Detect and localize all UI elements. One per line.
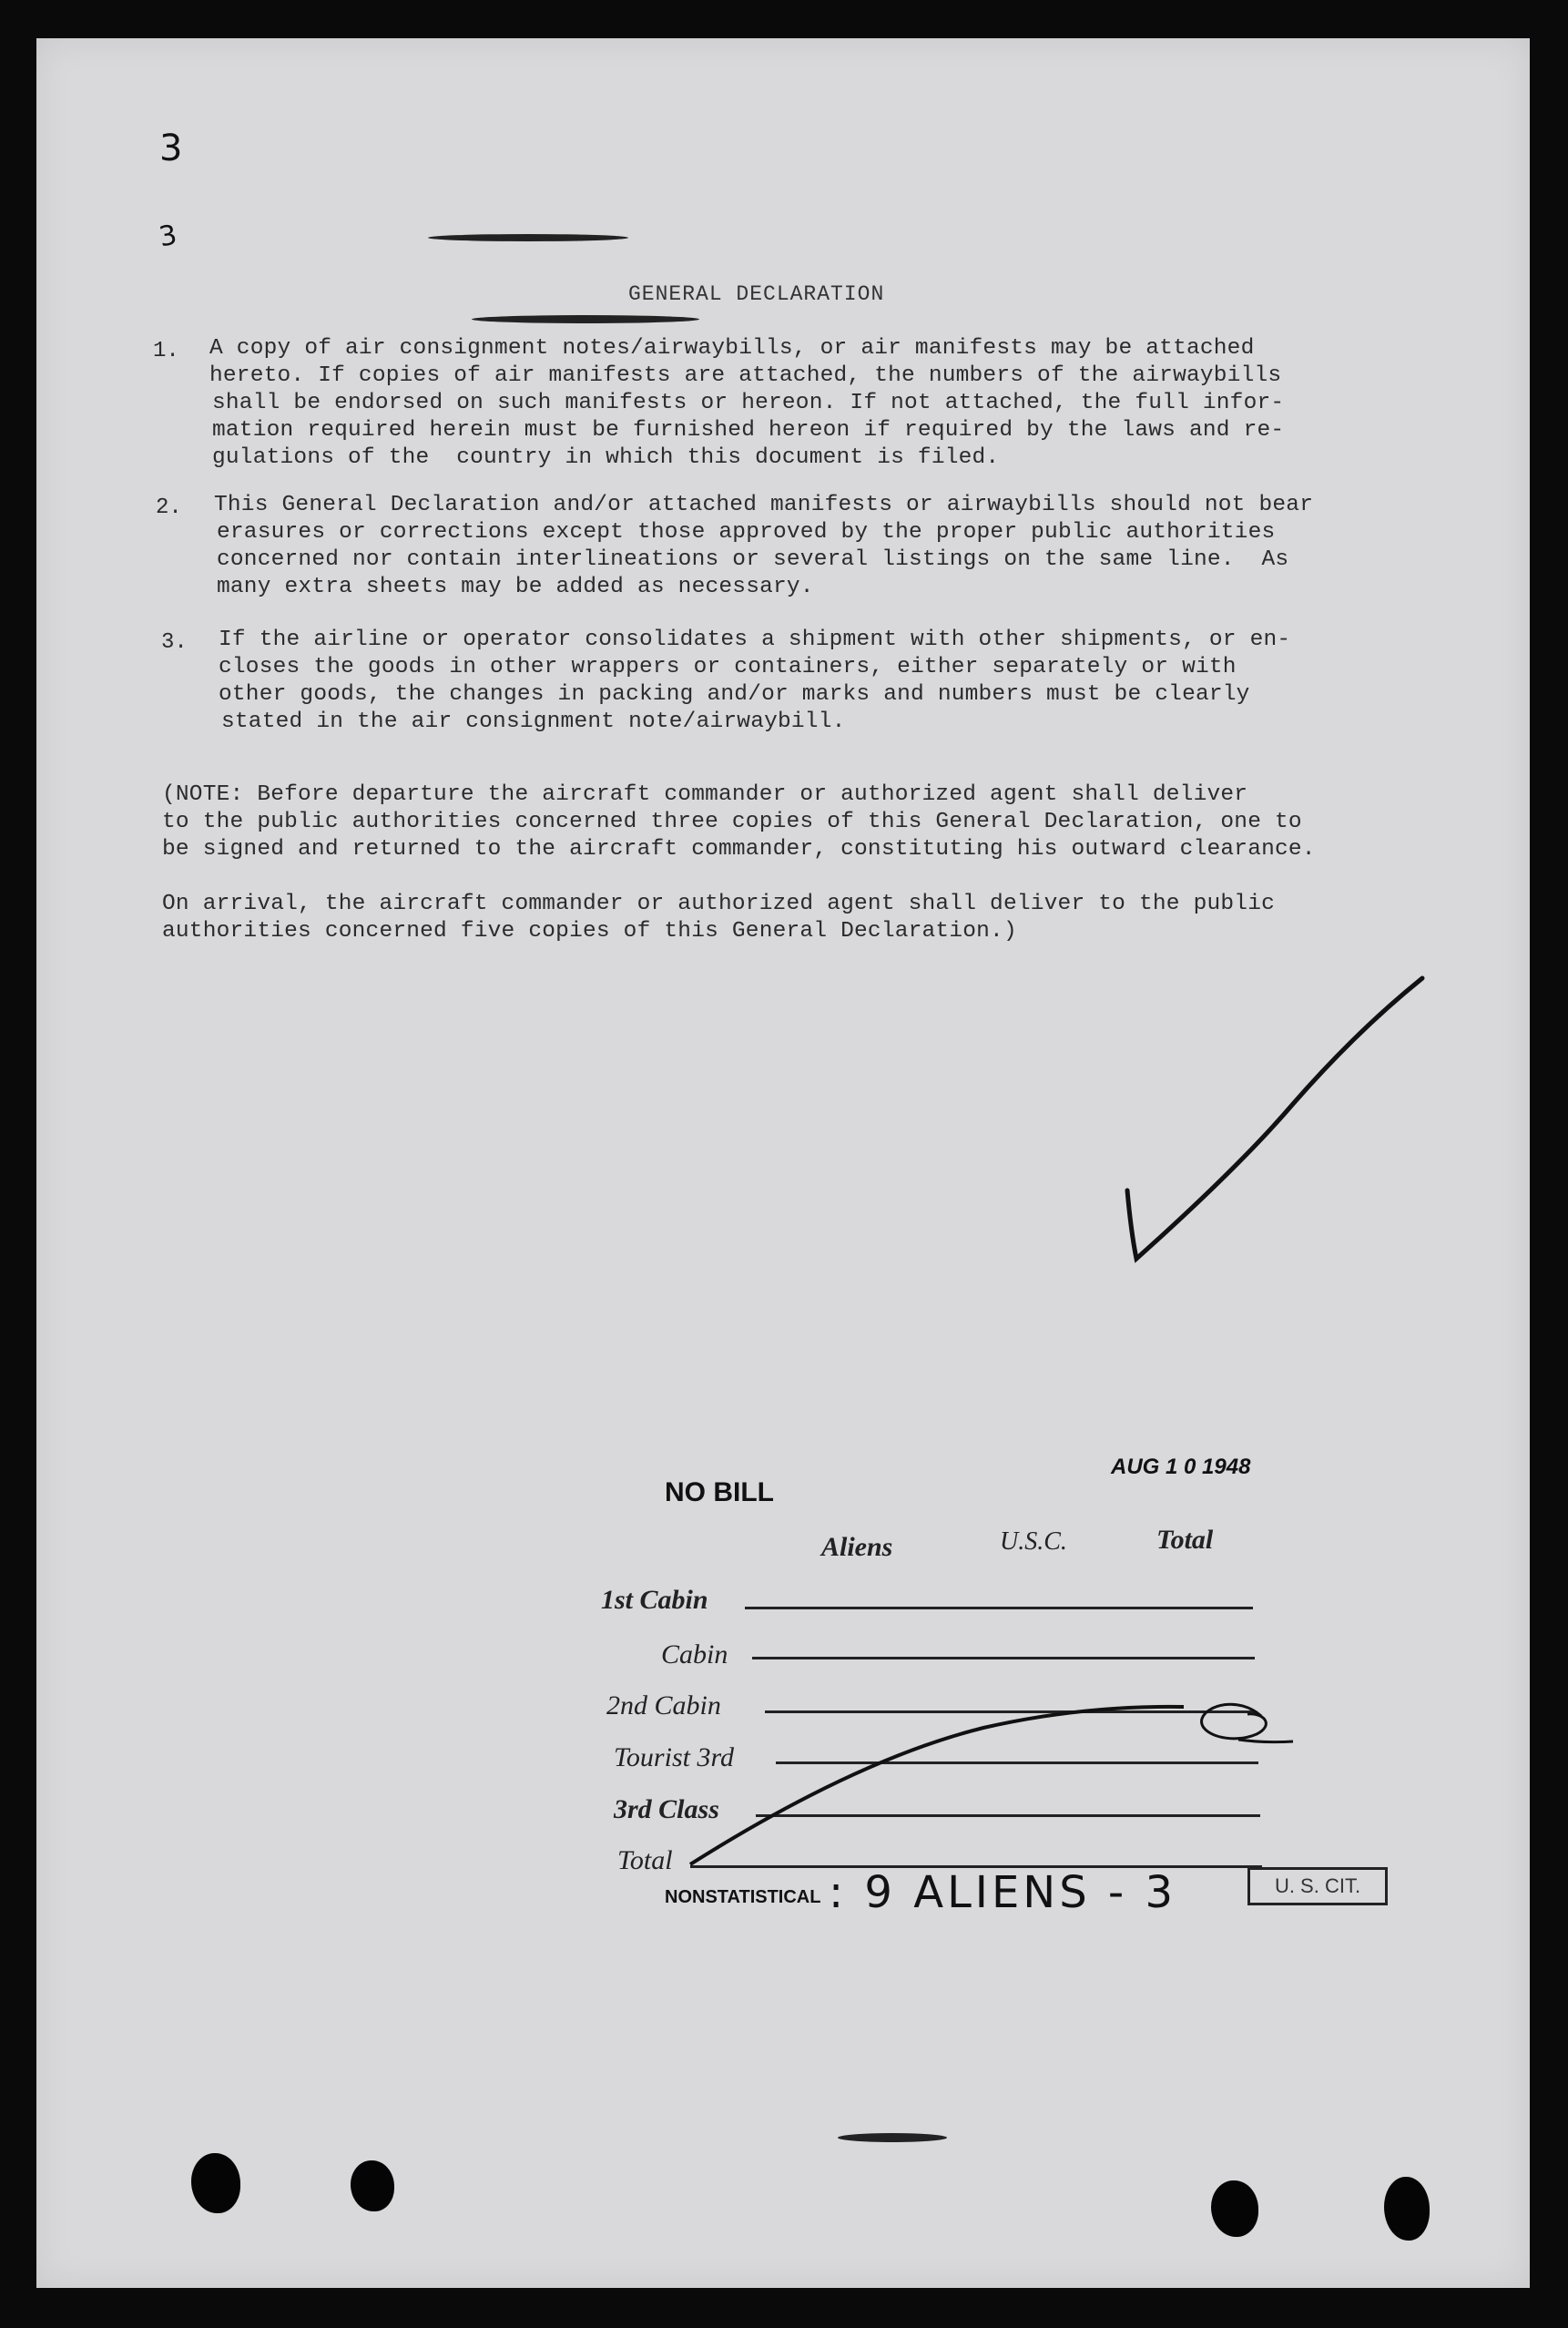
- corner-mark-top: 3: [159, 128, 183, 169]
- arrival-line: On arrival, the aircraft commander or authorized agent shall deliver to the public: [162, 892, 1275, 916]
- item-line: This General Declaration and/or attached manifests or airwaybills should not bear: [214, 493, 1314, 517]
- item-line: erasures or corrections except those approved by the proper public authorities: [217, 520, 1276, 545]
- punch-hole: [191, 2153, 240, 2213]
- no-bill-stamp: NO BILL: [665, 1477, 774, 1507]
- item-line: gulations of the country in which this document is filed.: [212, 445, 1000, 470]
- ink-smudge: [838, 2133, 947, 2142]
- row-label: 3rd Class: [614, 1794, 719, 1824]
- column-usc: U.S.C.: [1000, 1527, 1067, 1556]
- item-line: shall be endorsed on such manifests or hereon. If not attached, the full infor-: [212, 391, 1285, 415]
- item-line: concerned nor contain interlineations or several listings on the same line. As: [217, 547, 1289, 572]
- check-mark-icon: [1084, 958, 1448, 1304]
- ink-smudge: [472, 315, 699, 323]
- row-rule: [752, 1657, 1255, 1659]
- ink-smudge: [428, 234, 628, 241]
- item-line: closes the goods in other wrappers or containers, either separately or with: [219, 655, 1237, 679]
- punch-hole: [1211, 2180, 1258, 2237]
- row-label: Total: [617, 1845, 673, 1875]
- item-number: 1.: [153, 339, 179, 363]
- note-line: (NOTE: Before departure the aircraft commander or authorized agent shall deliver: [162, 782, 1248, 807]
- punch-hole: [351, 2160, 394, 2211]
- handwritten-count: : 9 ALIENS - 3: [829, 1867, 1177, 1918]
- row-label: 2nd Cabin: [606, 1690, 721, 1720]
- row-label: Tourist 3rd: [614, 1742, 735, 1772]
- item-line: stated in the air consignment note/airwaybill.: [221, 710, 846, 734]
- column-aliens: Aliens: [821, 1532, 893, 1562]
- item-line: If the airline or operator consolidates a shipment with other shipments, or en-: [219, 628, 1291, 652]
- strike-through-mark: [674, 1678, 1311, 1878]
- corner-mark-bottom: 3: [157, 219, 179, 254]
- column-total: Total: [1156, 1525, 1214, 1555]
- document-page: [36, 38, 1530, 2288]
- item-line: mation required herein must be furnished hereon if required by the laws and re-: [212, 418, 1285, 443]
- note-line: to the public authorities concerned three copies of this General Declaration, one to: [162, 810, 1302, 834]
- item-line: many extra sheets may be added as necessary.: [217, 575, 814, 599]
- item-line: hereto. If copies of air manifests are attached, the numbers of the airwaybills: [209, 363, 1282, 388]
- row-rule: [745, 1607, 1253, 1609]
- row-label: Cabin: [661, 1639, 728, 1669]
- item-number: 2.: [156, 495, 182, 520]
- note-line: be signed and returned to the aircraft commander, constituting his outward clearance.: [162, 837, 1316, 862]
- arrival-line: authorities concerned five copies of this General Declaration.): [162, 919, 1017, 944]
- page-title: GENERAL DECLARATION: [628, 282, 885, 306]
- row-label: 1st Cabin: [601, 1585, 708, 1615]
- us-cit-box: U. S. CIT.: [1247, 1867, 1388, 1905]
- item-line: other goods, the changes in packing and/or marks and numbers must be clearly: [219, 682, 1250, 707]
- item-number: 3.: [161, 630, 188, 655]
- item-line: A copy of air consignment notes/airwaybills, or air manifests may be attached: [209, 336, 1255, 361]
- date-stamp: AUG 1 0 1948: [1111, 1455, 1251, 1479]
- nonstatistical-label: NONSTATISTICAL: [665, 1887, 821, 1907]
- punch-hole: [1384, 2177, 1430, 2241]
